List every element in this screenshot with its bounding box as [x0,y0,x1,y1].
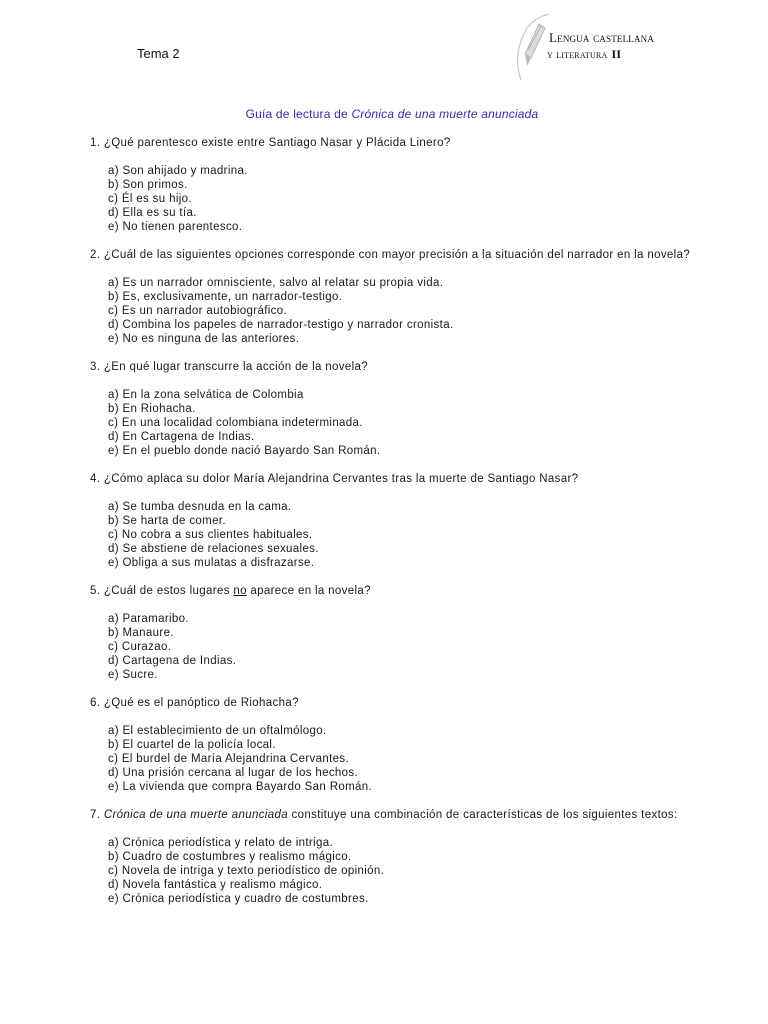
option: e) Crónica periodística y cuadro de costumbres. [108,893,369,905]
question-text: 6. ¿Qué es el panóptico de Riohacha? [90,697,299,709]
option: d) En Cartagena de Indias. [108,431,255,443]
option: d) Cartagena de Indias. [108,655,237,667]
option: c) No cobra a sus clientes habituales. [108,529,313,541]
option: c) Es un narrador autobiográfico. [108,305,288,317]
question-text-underlined: no [233,585,247,597]
option: b) El cuartel de la policía local. [108,739,276,751]
question-text [90,584,694,598]
question-5 [90,584,694,682]
question-text: 1. ¿Qué parentesco existe entre Santiago Nasar y Plácida Linero? [90,137,451,149]
question-text: 2. ¿Cuál de las siguientes opciones corresponde con mayor precisión a la situación del narrador en la novela? [90,249,691,261]
option: d) Se abstiene de relaciones sexuales. [108,543,319,555]
option: d) Combina los papeles de narrador-testigo y narrador cronista. [108,319,454,331]
option: a) Son ahijado y madrina. [108,165,248,177]
option: b) Se harta de comer. [108,515,226,527]
question-text-book: Crónica de una muerte anunciada [103,809,288,821]
option: a) Es un narrador omnisciente, salvo al relatar su propia vida. [108,277,444,289]
question-text [90,808,694,822]
logo-title-line1: Lengua castellana [549,30,655,45]
option: e) Sucre. [108,669,158,681]
subject-logo [505,14,685,84]
option: d) Ella es su tía. [108,207,197,219]
option: c) El burdel de María Alejandrina Cervantes. [108,753,350,765]
logo-title-line2 [547,47,621,62]
logo-numeral: II [611,47,622,61]
option-list [108,388,694,458]
question-1 [90,136,694,234]
option-list [108,276,694,346]
topic-label: Tema 2 [137,46,180,61]
logo-title-line2-text: y literatura [547,47,608,61]
option-list [108,836,694,906]
option-list [108,164,694,234]
option: a) Se tumba desnuda en la cama. [108,501,292,513]
option: c) Él es su hijo. [108,193,192,205]
question-3 [90,360,694,458]
option: c) En una localidad colombiana indeterminada. [108,417,363,429]
option: a) Crónica periodística y relato de intriga. [108,837,334,849]
option: b) Manaure. [108,627,174,639]
guide-title-book: Crónica de una muerte anunciada [351,107,539,121]
question-text-end: aparece en la novela? [246,585,371,597]
option: c) Novela de intriga y texto periodístico de opinión. [108,865,385,877]
option: e) No tienen parentesco. [108,221,243,233]
option: b) En Riohacha. [108,403,196,415]
option: b) Son primos. [108,179,188,191]
question-7 [90,808,694,906]
question-number: 7. [90,809,104,821]
guide-title-prefix: Guía de lectura de [245,107,352,121]
option: a) El establecimiento de un oftalmólogo. [108,725,327,737]
option: a) En la zona selvática de Colombia [108,389,304,401]
option: d) Una prisión cercana al lugar de los hechos. [108,767,359,779]
question-4 [90,472,694,570]
option: e) En el pueblo donde nació Bayardo San Román. [108,445,381,457]
option-list [108,500,694,570]
option: b) Cuadro de costumbres y realismo mágico. [108,851,352,863]
question-2 [90,248,694,346]
option: d) Novela fantástica y realismo mágico. [108,879,323,891]
guide-title [0,107,768,121]
question-6 [90,696,694,794]
option-list [108,612,694,682]
question-list [90,136,694,920]
option-list [108,724,694,794]
option: c) Curazao. [108,641,172,653]
option: b) Es, exclusivamente, un narrador-testigo. [108,291,343,303]
option: a) Paramaribo. [108,613,189,625]
question-text-start: 5. ¿Cuál de estos lugares [90,585,234,597]
question-text: 3. ¿En qué lugar transcurre la acción de la novela? [90,361,369,373]
option: e) Obliga a sus mulatas a disfrazarse. [108,557,315,569]
question-text-end: constituye una combinación de características de los siguientes textos: [287,809,678,821]
question-text: 4. ¿Cómo aplaca su dolor María Alejandrina Cervantes tras la muerte de Santiago Nasar? [90,473,579,485]
option: e) No es ninguna de las anteriores. [108,333,300,345]
option: e) La vivienda que compra Bayardo San Román. [108,781,373,793]
